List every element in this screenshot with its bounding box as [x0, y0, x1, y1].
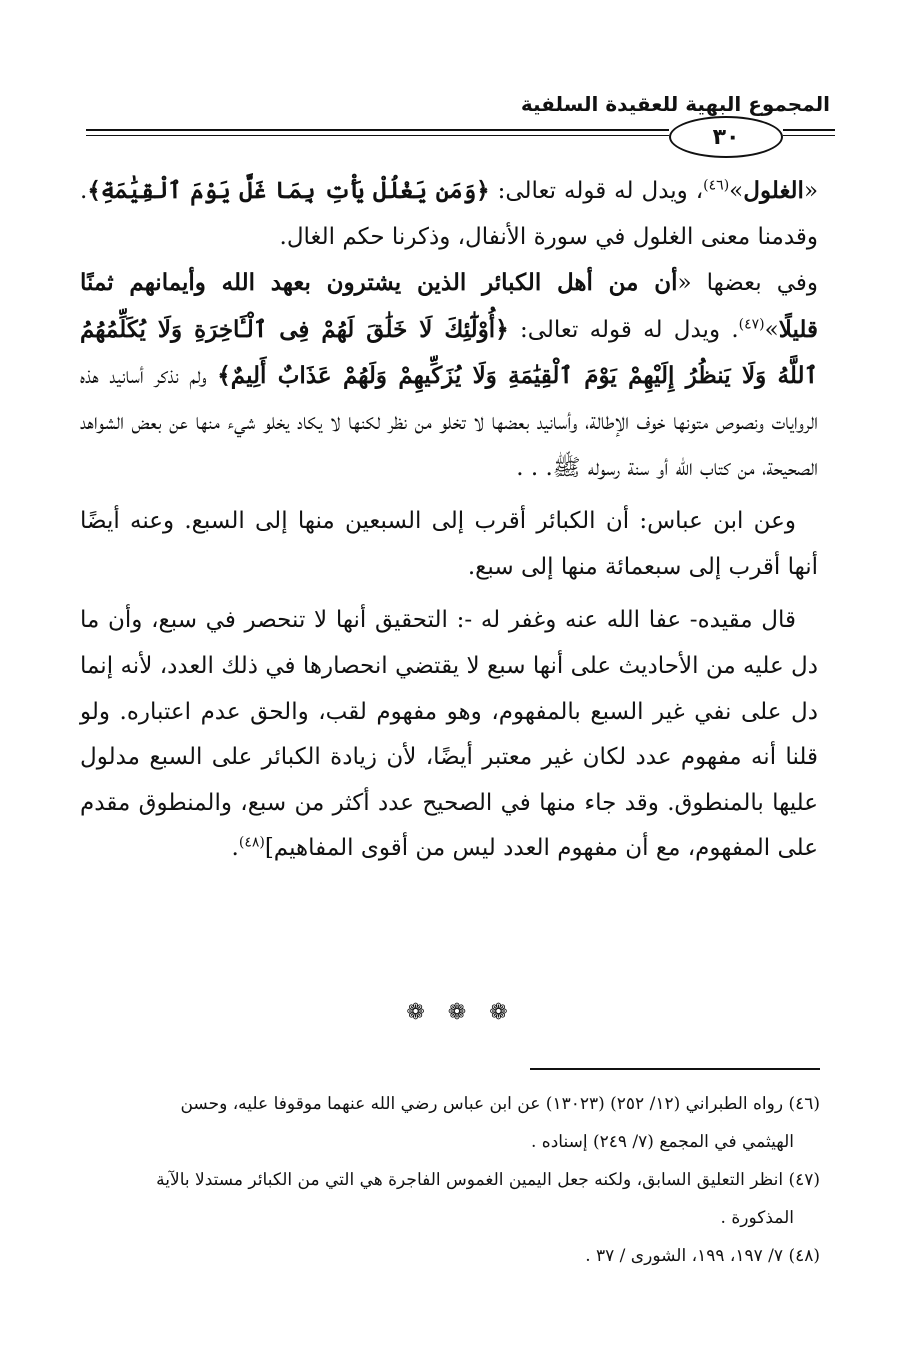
footnote-47: (٤٧) انظر التعليق السابق، ولكنه جعل اليمين الغموس الفاجرة هي التي من الكبائر مستدلا بالآية: [156, 1170, 820, 1190]
quran-verse: ﴿أُوْلَٰٓئِكَ لَا خَلَٰقَ لَهُمْ فِى ٱلْـَٔاخِرَةِ وَلَا يُكَلِّمُهُمُ ٱللَّهُ وَلَا يَنظُرُ إِلَيْهِمْ يَوْمَ ٱلْقِيَٰمَةِ وَلَا يُزَكِّيهِمْ وَلَهُمْ عَذَابٌ أَلِيمٌ﴾: [80, 315, 818, 390]
footnote-ref-46[interactable]: (٤٦): [703, 177, 730, 194]
paragraph-ibn-abbas: وعن ابن عباس: أن الكبائر أقرب إلى السبعين منها إلى السبع. وعنه أيضًا أنها أقرب إلى سبعمائة منها إلى سبع.: [80, 508, 818, 580]
header-rule-left: [86, 129, 669, 136]
footnotes: [80, 1085, 820, 1275]
text-run: . ويدل له قوله تعالى:: [508, 316, 739, 343]
bold-term: الغلول: [743, 177, 804, 204]
footnote-ref-48[interactable]: (٤٨): [238, 834, 265, 851]
quote-open: «: [803, 178, 819, 204]
text-run: وفي بعضها «: [677, 270, 818, 297]
section-separator: ❁ ❁ ❁: [406, 1000, 516, 1025]
page-number-oval: [669, 116, 783, 158]
text-run: . وقدمنا معنى الغلول في سورة الأنفال، وذكرنا حكم الغال.: [80, 178, 818, 250]
paragraph-oaths: [80, 260, 818, 491]
footnote-rule: [530, 1068, 820, 1070]
paragraph-ghulul: [80, 168, 818, 260]
footnote-46: (٤٦) رواه الطبراني (١٢/ ٢٥٢) (١٣٠٢٣) عن ابن عباس رضي الله عنهما موقوفا عليه، وحسن: [180, 1094, 820, 1114]
running-title: المجموع البهية للعقيدة السلفية: [520, 92, 830, 116]
quote-close: »: [764, 316, 779, 343]
quran-verse: ﴿وَمَن يَغْلُلْ يَأْتِ بِمَا غَلَّ يَوْمَ ٱلْقِيَٰمَةِ﴾: [87, 177, 490, 204]
header-rule-right: [783, 129, 835, 136]
footnote-46-cont: الهيثمي في المجمع (٧/ ٢٤٩) إسناده .: [530, 1132, 794, 1152]
bold-hadith: أن من أهل الكبائر الذين يشترون بعهد الله وأيمانهم ثمنًا قليلًا: [80, 269, 818, 343]
footnote-48: (٤٨) ٧/ ١٩٧، ١٩٩، الشورى / ٣٧ .: [585, 1246, 820, 1266]
quote-close: »: [729, 178, 744, 204]
main-text: [80, 168, 818, 872]
text-run: ، ويدل له قوله تعالى:: [489, 178, 704, 204]
footnote-ref-47[interactable]: (٤٧): [738, 316, 765, 333]
text-run: قال مقيده- عفا الله عنه وغفر له -: التحقيق أنها لا تنحصر في سبع، وأن ما دل عليه من الأحاديث على أنها سبع لا يقتضي انحصارها في ذلك العدد، لأنه إنما دل على نفي غير السبع بالمفهوم، وهو مفهوم لقب، والحق عدم اعتباره. ولو قلنا أنه مفهوم عدد لكان غير معتبر أيضًا، لأن زيادة الكبائر على السبع مدلول عليها بالمنطوق. وقد جاء منها في الصحيح عدد أكثر من سبع، والمنطوق مقدم على المفهوم، مع أن مفهوم العدد ليس من أقوى المفاهيم]: [80, 607, 818, 862]
footnote-47-cont: المذكورة .: [720, 1208, 794, 1228]
page-number: ٣٠: [712, 124, 740, 150]
paragraph-conclusion: [80, 598, 818, 872]
text-run: .: [231, 835, 239, 862]
text-run: ولم نذكر أسانيد هذه الروايات ونصوص متونها خوف الإطالة، وأسانيد بعضها لا تخلو من نظر لكنها لا يكاد يخلو شيء منها عن بعض الشواهد الصحيحة، من كتاب الله أو سنة رسوله ﷺ. . .: [80, 363, 818, 481]
